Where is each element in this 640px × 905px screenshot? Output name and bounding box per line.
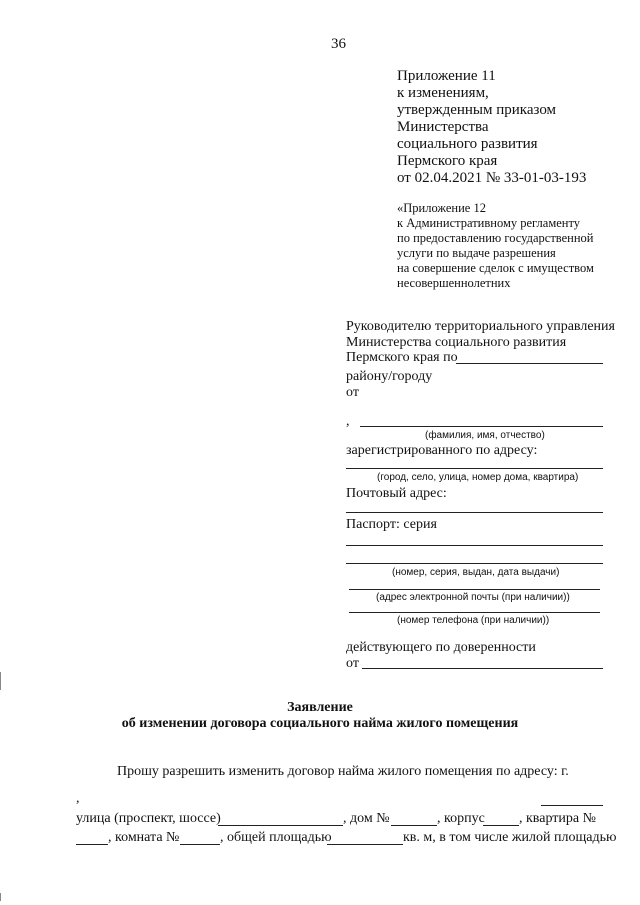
appendix-12-line: по предоставлению государственной bbox=[397, 231, 594, 245]
addressee-line-1: Руководителю территориального управления bbox=[346, 319, 615, 334]
appendix-11-line: утвержденным приказом bbox=[397, 102, 557, 118]
area-label: , общей площадью bbox=[220, 830, 332, 845]
street-label: улица (проспект, шоссе) bbox=[76, 811, 221, 826]
apartment-field-line bbox=[76, 844, 108, 845]
apartment-label: , квартира № bbox=[519, 811, 596, 826]
house-label: , дом № bbox=[343, 811, 390, 826]
addressee-line-4: району/городу bbox=[346, 369, 433, 384]
statement-title: Заявление bbox=[287, 700, 353, 715]
street-field-line bbox=[218, 825, 343, 826]
area-field-line bbox=[327, 844, 403, 845]
address-caption: (город, село, улица, номер дома, квартира) bbox=[377, 472, 579, 483]
email-field-line bbox=[349, 589, 600, 590]
scan-edge-mark bbox=[0, 672, 1, 690]
proxy-field-line bbox=[362, 668, 603, 669]
scan-edge-mark bbox=[0, 893, 1, 901]
living-label: кв. м, в том числе жилой площадью bbox=[403, 830, 617, 845]
appendix-11-header bbox=[397, 68, 586, 187]
appendix-11-line: от 02.04.2021 № 33-01-03-193 bbox=[397, 170, 587, 186]
proxy-label: действующего по доверенности bbox=[346, 640, 536, 655]
postal-field-line bbox=[346, 512, 603, 513]
district-field-line bbox=[456, 363, 603, 364]
fio-field-line bbox=[360, 426, 603, 427]
appendix-12-line: услуги по выдаче разрешения bbox=[397, 246, 556, 260]
proxy-from: от bbox=[346, 656, 359, 671]
addressee-line-3: Пермского края по bbox=[346, 350, 458, 365]
room-field-line bbox=[180, 844, 220, 845]
appendix-11-line: социального развития bbox=[397, 136, 538, 152]
passport-field-line-2 bbox=[346, 563, 603, 564]
email-caption: (адрес электронной почты (при наличии)) bbox=[376, 592, 570, 603]
appendix-12-header bbox=[397, 201, 594, 291]
statement-subtitle: об изменении договора социального найма жилого помещения bbox=[121, 716, 519, 731]
page-number: 36 bbox=[331, 36, 346, 52]
fio-comma: , bbox=[346, 414, 350, 429]
fio-caption: (фамилия, имя, отчество) bbox=[425, 430, 545, 441]
appendix-12-line: на совершение сделок с имуществом bbox=[397, 261, 594, 275]
room-label: , комната № bbox=[108, 830, 180, 845]
house-field-line bbox=[391, 825, 437, 826]
city-comma: , bbox=[76, 791, 80, 806]
phone-field-line bbox=[349, 612, 600, 613]
appendix-12-line: к Административному регламенту bbox=[397, 216, 581, 230]
appendix-11-line: Приложение 11 bbox=[397, 68, 496, 84]
korpus-field-line bbox=[483, 825, 519, 826]
address-field-line bbox=[346, 468, 603, 469]
phone-caption: (номер телефона (при наличии)) bbox=[397, 615, 550, 626]
appendix-11-line: Пермского края bbox=[397, 153, 498, 169]
passport-field-line-1 bbox=[346, 545, 603, 546]
passport-caption: (номер, серия, выдан, дата выдачи) bbox=[392, 567, 560, 578]
request-text: Прошу разрешить изменить договор найма жилого помещения по адресу: г. bbox=[117, 764, 569, 779]
addressee-line-2: Министерства социального развития bbox=[346, 335, 567, 350]
appendix-11-line: Министерства bbox=[397, 119, 489, 135]
appendix-12-line: несовершеннолетних bbox=[397, 276, 511, 290]
passport-label: Паспорт: серия bbox=[346, 517, 437, 532]
appendix-12-line: «Приложение 12 bbox=[397, 201, 486, 215]
korpus-label: , корпус bbox=[437, 811, 485, 826]
appendix-11-line: к изменениям, bbox=[397, 85, 489, 101]
addressee-from: от bbox=[346, 385, 359, 400]
city-field-line bbox=[541, 805, 603, 806]
registered-label: зарегистрированного по адресу: bbox=[346, 443, 538, 458]
postal-label: Почтовый адрес: bbox=[346, 486, 447, 501]
